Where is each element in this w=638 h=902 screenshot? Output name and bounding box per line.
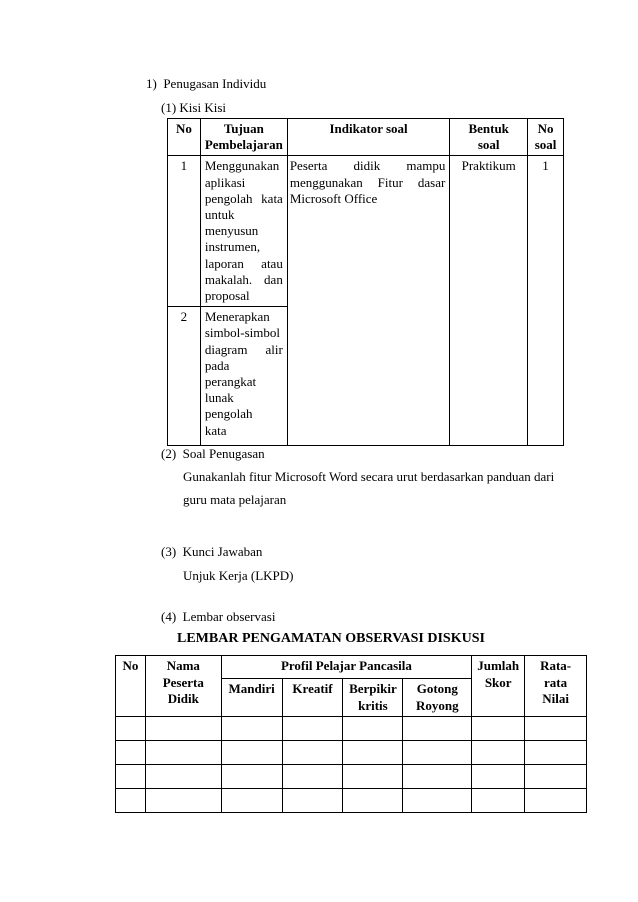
kunci-text-line1: Unjuk Kerja (LKPD) [183,568,294,583]
table-row [116,765,587,789]
soal-text-line1: Gunakanlah fitur Microsoft Word secara urut berdasarkan panduan dari [183,469,555,484]
kisi-cell-no: 2 [168,307,201,446]
obs-header-kreatif: Kreatif [282,679,343,717]
section-heading-soal: (2) Soal Penugasan [161,446,265,461]
kisi-cell-tujuan: Menggunakan aplikasi pengolah kata untuk menyusun instrumen, laporan atau makalah. dan proposal [200,156,287,307]
obs-header-profil: Profil Pelajar Pancasila [221,656,472,679]
kisi-header-no: No [168,119,201,156]
kisi-header-bentuk: Bentuk soal [450,119,528,156]
obs-header-row [116,656,587,679]
table-row [116,789,587,813]
obs-header-berpikir: Berpikir kritis [343,679,403,717]
observasi-table [115,655,587,813]
obs-header-nama: Nama Peserta Didik [145,656,221,717]
obs-header-gotong: Gotong Royong [403,679,472,717]
kisi-cell-nosoal: 1 [528,156,564,445]
kisi-cell-indikator: Peserta didik mampu menggunakan Fitur dasar Microsoft Office [287,156,450,445]
obs-header-no: No [116,656,146,717]
section-heading-kunci: (3) Kunci Jawaban [161,544,263,559]
kisi-kisi-table [167,118,564,446]
kisi-cell-tujuan: Menerapkan simbol-simbol diagram alir pada perangkat lunak pengolah kata [200,307,287,446]
obs-header-mandiri: Mandiri [221,679,282,717]
section-heading-penugasan: 1) Penugasan Individu [146,76,267,91]
kisi-cell-no: 1 [168,156,201,307]
subsection-heading-kisi: (1) Kisi Kisi [161,100,226,115]
obs-header-jumlah: Jumlah Skor [472,656,525,717]
kisi-header-indikator: Indikator soal [287,119,450,156]
table-row [116,717,587,741]
kisi-header-tujuan: Tujuan Pembelajaran [200,119,287,156]
soal-text-line2: guru mata pelajaran [183,492,287,507]
kisi-header-row [168,119,564,156]
kisi-header-nosoal: No soal [528,119,564,156]
kisi-cell-bentuk: Praktikum [450,156,528,445]
obs-header-rata: Rata- rata Nilai [525,656,587,717]
observasi-title: LEMBAR PENGAMATAN OBSERVASI DISKUSI [177,631,485,646]
section-heading-lembar: (4) Lembar observasi [161,609,276,624]
table-row [168,156,564,307]
table-row [116,741,587,765]
